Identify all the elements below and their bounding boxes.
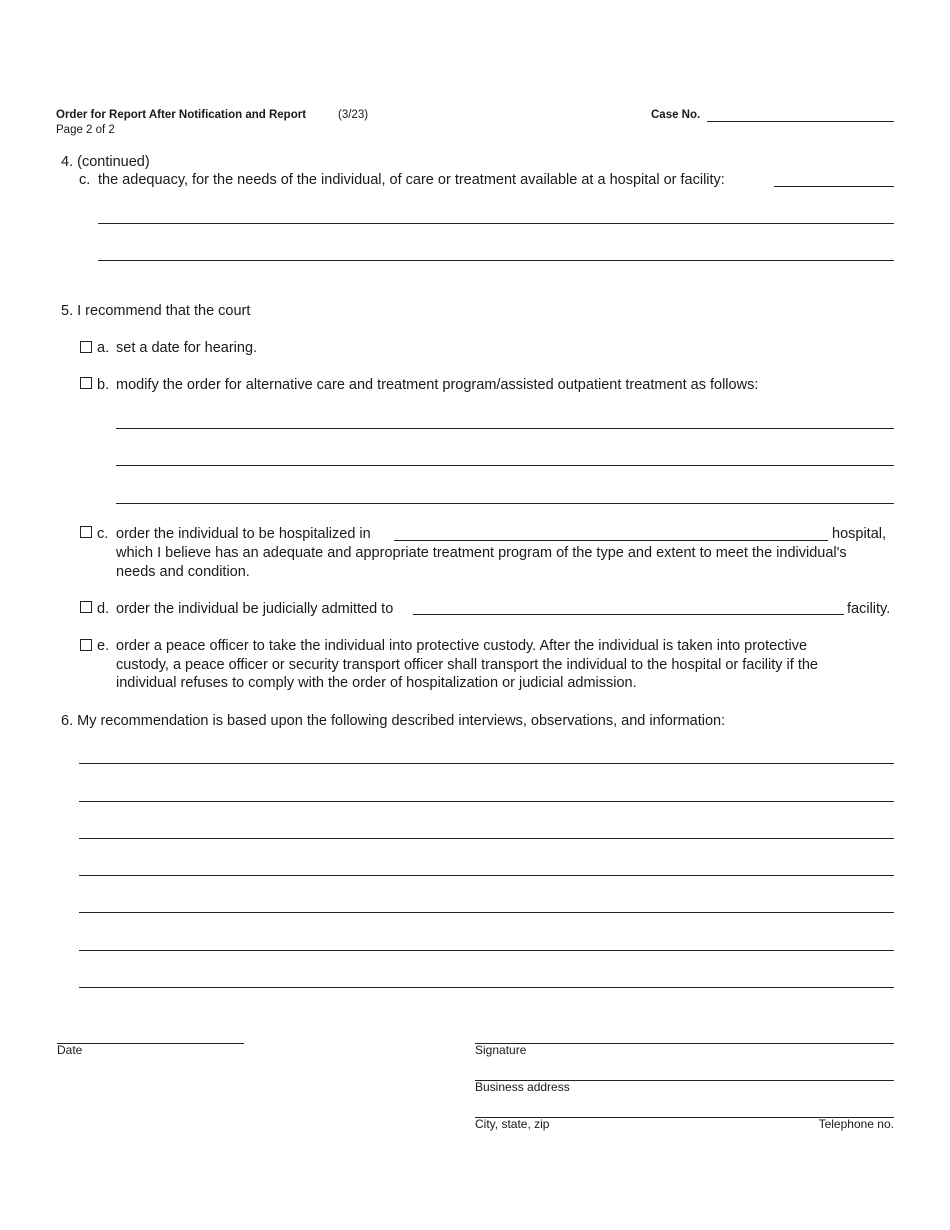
item5d-suffix: facility.: [847, 601, 891, 617]
item4c-marker: c.: [79, 172, 91, 188]
item5d-text: order the individual be judicially admitted to: [116, 601, 394, 617]
item5e-checkbox[interactable]: [80, 639, 92, 651]
item6-answer-line[interactable]: [79, 801, 894, 802]
item5b-answer-line[interactable]: [116, 428, 894, 429]
signature-label: Signature: [475, 1043, 527, 1057]
item5b-marker: b.: [97, 377, 110, 393]
item5e-text-line3: individual refuses to comply with the order of hospitalization or judicial admission.: [116, 675, 637, 691]
page-number: Page 2 of 2: [56, 124, 115, 136]
case-no-field[interactable]: [707, 121, 894, 122]
item4c-text: the adequacy, for the needs of the individual, of care or treatment available at a hospital or facility:: [98, 172, 725, 188]
item5c-text: order the individual to be hospitalized in: [116, 526, 371, 542]
date-label: Date: [57, 1043, 83, 1057]
item5b-text: modify the order for alternative care and treatment program/assisted outpatient treatment as follows:: [116, 377, 759, 393]
item6-heading: 6. My recommendation is based upon the following described interviews, observations, and information:: [61, 713, 726, 729]
case-no-label: Case No.: [651, 109, 701, 121]
item5c-hospital-field[interactable]: [394, 540, 828, 541]
date-field[interactable]: [57, 1043, 244, 1044]
form-title: Order for Report After Notification and Report: [56, 109, 307, 121]
item4-heading: 4. (continued): [61, 154, 150, 170]
city-state-zip-label: City, state, zip: [475, 1117, 550, 1131]
item5c-suffix: hospital,: [832, 526, 887, 542]
item5d-facility-field[interactable]: [413, 614, 844, 615]
item5c-marker: c.: [97, 526, 109, 542]
item5b-checkbox[interactable]: [80, 377, 92, 389]
item5c-checkbox[interactable]: [80, 526, 92, 538]
telephone-label: Telephone no.: [818, 1117, 894, 1131]
item5a-text: set a date for hearing.: [116, 340, 258, 356]
item5e-marker: e.: [97, 638, 110, 654]
item6-answer-line[interactable]: [79, 763, 894, 764]
item6-answer-line[interactable]: [79, 912, 894, 913]
item5d-marker: d.: [97, 601, 110, 617]
item6-answer-line[interactable]: [79, 987, 894, 988]
item5e-text-line2: custody, a peace officer or security transport officer shall transport the individual to the hospital or facility if the: [116, 657, 818, 673]
item5e-text-line1: order a peace officer to take the individual into protective custody. After the individual is taken into protective: [116, 638, 808, 654]
item5c-text-line3: needs and condition.: [116, 564, 250, 580]
form-revision: (3/23): [338, 109, 369, 121]
item5a-marker: a.: [97, 340, 110, 356]
business-address-label: Business address: [475, 1080, 570, 1094]
item5-heading: 5. I recommend that the court: [61, 303, 251, 319]
signature-field[interactable]: [475, 1043, 894, 1044]
item4c-answer-line[interactable]: [98, 260, 894, 261]
item5d-checkbox[interactable]: [80, 601, 92, 613]
item5a-checkbox[interactable]: [80, 341, 92, 353]
item5c-text-line2: which I believe has an adequate and appropriate treatment program of the type and extent to meet the individual's: [116, 545, 847, 561]
item4c-answer-line[interactable]: [774, 186, 894, 187]
item5b-answer-line[interactable]: [116, 465, 894, 466]
item5b-answer-line[interactable]: [116, 503, 894, 504]
item6-answer-line[interactable]: [79, 838, 894, 839]
item6-answer-line[interactable]: [79, 950, 894, 951]
item6-answer-line[interactable]: [79, 875, 894, 876]
item4c-answer-line[interactable]: [98, 223, 894, 224]
